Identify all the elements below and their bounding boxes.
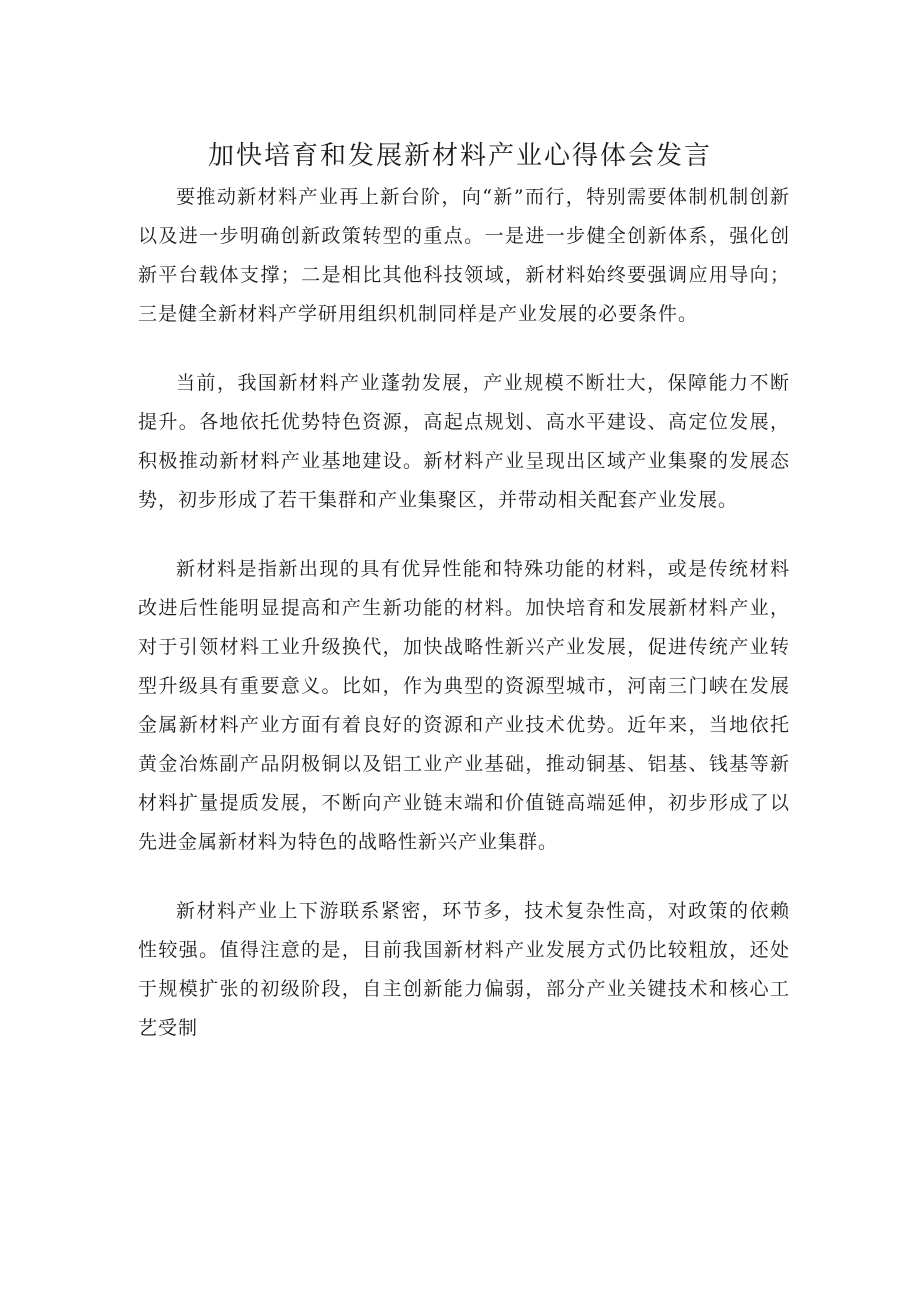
paragraph: 新材料产业上下游联系紧密，环节多，技术复杂性高，对政策的依赖性较强。值得注意的是，目前我国新材料产业发展方式仍比较粗放，还处于规模扩张的初级阶段，自主创新能力偏弱，部分产业关键技术和核心工艺受制 (138, 900, 790, 1039)
paragraph: 要推动新材料产业再上新台阶，向“新”而行，特别需要体制机制创新以及进一步明确创新政策转型的重点。一是进一步健全创新体系，强化创新平台载体支撑；二是相比其他科技领域，新材料始终要强调应用导向；三是健全新材料产学研用组织机制同样是产业发展的必要条件。 (138, 186, 790, 325)
paragraph: 新材料是指新出现的具有优异性能和特殊功能的材料，或是传统材料改进后性能明显提高和产生新功能的材料。加快培育和发展新材料产业，对于引领材料工业升级换代，加快战略性新兴产业发展，促进传统产业转型升级具有重要意义。比如，作为典型的资源型城市，河南三门峡在发展金属新材料产业方面有着良好的资源和产业技术优势。近年来，当地依托黄金冶炼副产品阴极铜以及铝工业产业基础，推动铜基、铝基、钱基等新材料扩量提质发展，不断向产业链末端和价值链高端延伸，初步形成了以先进金属新材料为特色的战略性新兴产业集群。 (138, 558, 790, 853)
paragraph: 当前，我国新材料产业蓬勃发展，产业规模不断壮大，保障能力不断提升。各地依托优势特色资源，高起点规划、高水平建设、高定位发展，积极推动新材料产业基地建设。新材料产业呈现出区域产业集聚的发展态势，初步形成了若干集群和产业集聚区，并带动相关配套产业发展。 (138, 372, 790, 511)
document-title: 加快培育和发展新材料产业心得体会发言 (207, 141, 712, 171)
document-body (138, 178, 790, 1078)
